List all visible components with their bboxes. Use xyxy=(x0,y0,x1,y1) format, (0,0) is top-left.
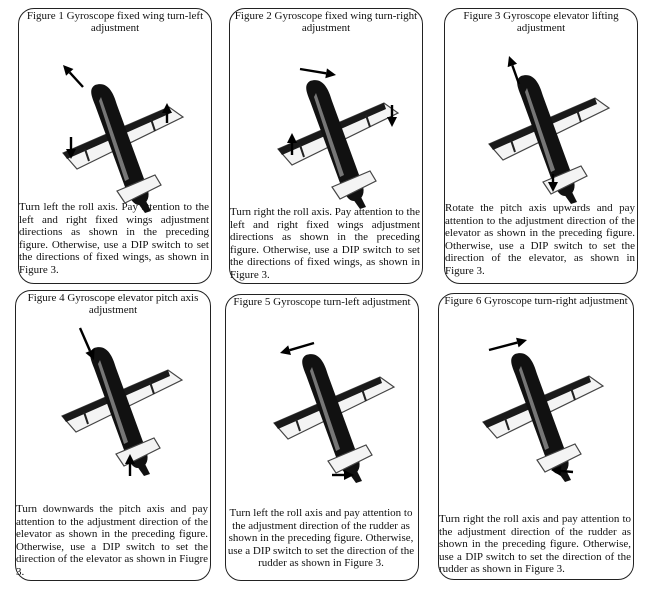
figure-title: Figure 3 Gyroscope elevator lifting adjustment xyxy=(463,10,619,34)
airplane-illustration xyxy=(264,59,404,194)
figure-card-3 xyxy=(444,8,638,284)
airplane-illustration xyxy=(475,54,615,194)
airplane xyxy=(278,80,398,209)
airplane xyxy=(483,353,603,482)
airplane-illustration xyxy=(260,333,400,488)
airplane-illustration xyxy=(48,326,188,476)
direction-arrow-nose-yaw-right xyxy=(489,338,527,350)
figure-description: Turn right the roll axis and pay attention to the adjustment direction of the rudder as shown in the preceding figure. Otherwise, use a DIP switch to set the direction of the rudder as shown in Figure 3. xyxy=(439,513,631,576)
figure-title: Figure 6 Gyroscope turn-right adjustment xyxy=(444,295,628,307)
figure-description: Turn right the roll axis. Pay attention to the left and right fixed wings adjustment directions as shown in the preceding figure. Otherwise, use a DIP switch to set the directions of fixed wings, as shown in Figure 3. xyxy=(230,206,420,281)
direction-arrow-nose-turn-left xyxy=(63,65,83,87)
figure-card-4 xyxy=(15,290,211,581)
direction-arrow-nose-yaw-left xyxy=(280,343,314,355)
figure-description: Turn left the roll axis. Pay attention to the left and right fixed wings adjustment directions as shown in the preceding figure. Otherwise, use a DIP switch to set the directions of fixed wings, as shown in Figure 3. xyxy=(19,201,209,276)
direction-arrow-nose-pitch-up xyxy=(508,56,519,84)
figure-description: Turn left the roll axis and pay attention to the adjustment direction of the rudder as shown in the preceding figure. Otherwise, use a DIP switch to set the direction of the rudder as shown in Figure 3. xyxy=(227,507,415,570)
figure-title: Figure 5 Gyroscope turn-left adjustment xyxy=(233,296,411,308)
airplane xyxy=(62,347,182,476)
figure-description: Turn downwards the pitch axis and pay attention to the adjustment direction of the elevator as shown in the preceding figure. Otherwise, use a DIP switch to set the direction of the elevator as shown in Fiugre 3. xyxy=(16,503,208,578)
direction-arrow-nose-pitch-down xyxy=(80,328,95,360)
figure-title: Figure 4 Gyroscope elevator pitch axis adjustment xyxy=(27,292,199,316)
airplane xyxy=(489,75,609,204)
figure-title: Figure 2 Gyroscope fixed wing turn-right adjustment xyxy=(234,10,418,34)
figure-card-2 xyxy=(229,8,423,284)
airplane-illustration xyxy=(469,332,614,482)
figure-description: Rotate the pitch axis upwards and pay attention to the adjustment direction of the elevator as shown in the preceding figure. Otherwise, use a DIP switch to set the direction of the elevator, as shown in Figure 3. xyxy=(445,202,635,277)
figure-card-6 xyxy=(438,293,634,580)
figure-card-1 xyxy=(18,8,212,284)
figure-title: Figure 1 Gyroscope fixed wing turn-left adjustment xyxy=(26,10,204,34)
airplane-illustration xyxy=(49,63,189,198)
figure-card-5 xyxy=(225,294,419,581)
direction-arrow-nose-turn-right xyxy=(300,68,336,78)
airplane xyxy=(274,354,394,483)
airplane xyxy=(63,84,183,213)
